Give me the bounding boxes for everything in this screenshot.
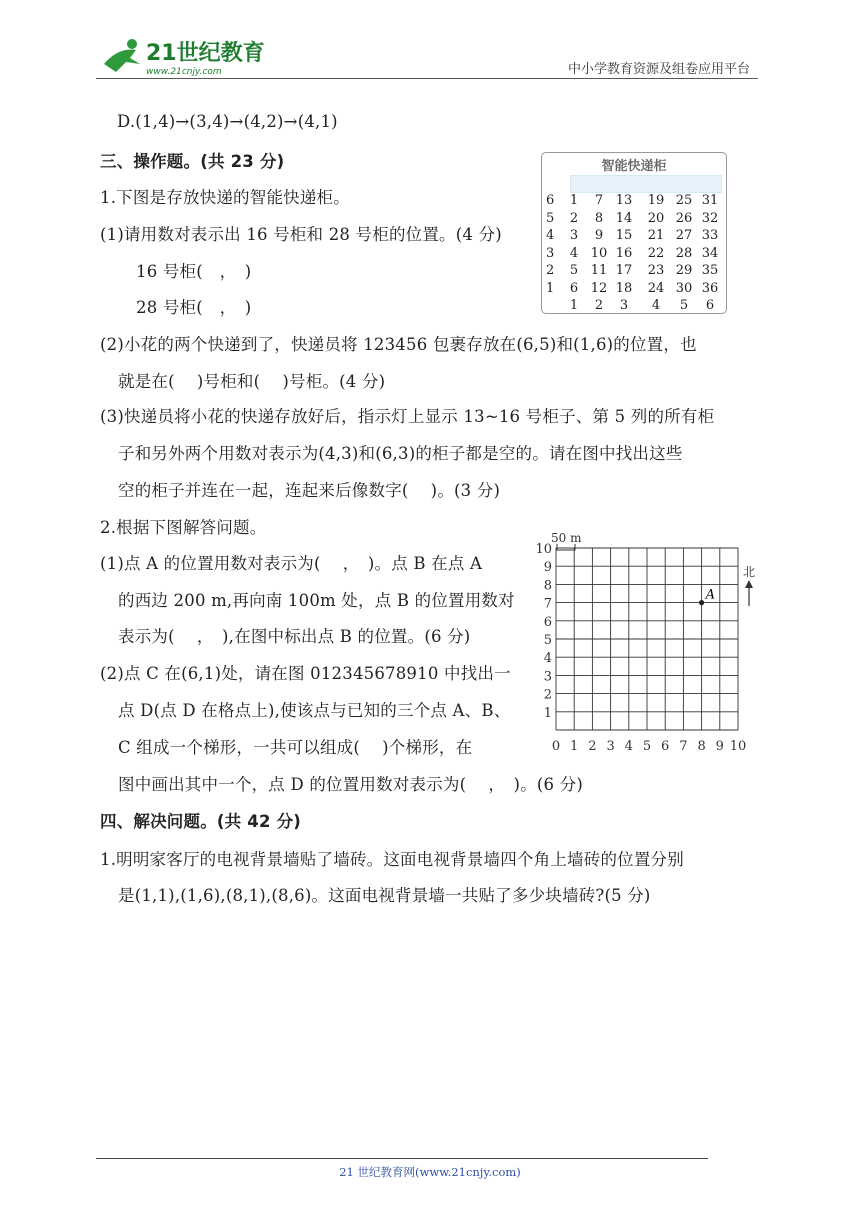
question-1-1-a: 16 号柜( ， ) — [136, 262, 252, 281]
x-tick-label: 9 — [715, 739, 724, 754]
cabinet-cell: 1 — [569, 193, 579, 208]
question-1-1: (1)请用数对表示出 16 号柜和 28 号柜的位置。(4 分) — [100, 225, 502, 244]
cabinet-cell: 24 — [647, 280, 665, 296]
cabinet-cell: 30 — [675, 280, 693, 296]
cabinet-col-label: 1 — [569, 298, 579, 313]
option-d: D.(1,4)→(3,4)→(4,2)→(4,1) — [117, 112, 338, 131]
cabinet-cell: 15 — [615, 228, 633, 243]
cabinet-title: 智能快递柜 — [601, 159, 667, 174]
cabinet-col-label: 5 — [679, 298, 689, 313]
logo-url: www.21cnjy.com — [146, 67, 222, 77]
cabinet-cell: 19 — [647, 193, 665, 208]
question-2-2-b: 点 D(点 D 在格点上),使该点与已知的三个点 A、B、 — [118, 701, 511, 720]
cabinet-cell: 2 — [569, 210, 579, 226]
x-tick-label: 1 — [570, 739, 579, 754]
section-4-title: 四、解决问题。(共 42 分) — [100, 812, 302, 831]
cabinet-cell: 14 — [615, 210, 633, 226]
y-tick-label: 10 — [535, 542, 552, 557]
coordinate-grid — [535, 528, 775, 758]
point-a-dot — [699, 600, 704, 605]
cabinet-cell: 6 — [569, 280, 579, 296]
question-1-1-b: 28 号柜( ， ) — [136, 298, 252, 317]
cabinet-cell: 12 — [590, 280, 608, 296]
y-tick-label: 1 — [543, 705, 552, 721]
cabinet-col-label: 3 — [619, 298, 629, 313]
cabinet-col-label: 2 — [594, 298, 604, 313]
cabinet-cell: 26 — [675, 210, 693, 226]
point-a-label: A — [705, 587, 715, 603]
cabinet-cell: 27 — [675, 228, 693, 243]
question-1-3-b: 子和另外两个用数对表示为(4,3)和(6,3)的柜子都是空的。请在图中找出这些 — [118, 444, 683, 463]
question-1-2-a: (2)小花的两个快递到了，快递员将 123456 包裹存放在(6,5)和(1,6)的位置，也 — [100, 335, 697, 354]
cabinet-cell: 10 — [590, 245, 608, 261]
cabinet-cell: 35 — [701, 263, 719, 278]
cabinet-col-label: 4 — [651, 298, 661, 313]
cabinet-cell: 31 — [701, 193, 719, 208]
x-tick-label: 4 — [624, 739, 633, 754]
y-tick-label: 3 — [543, 669, 552, 685]
y-tick-label: 7 — [543, 596, 552, 612]
x-tick-label: 2 — [588, 739, 597, 754]
north-label: 北 — [743, 565, 756, 579]
cabinet-cell: 18 — [615, 280, 633, 296]
cabinet-cell: 21 — [647, 228, 665, 243]
question-4-1-a: 1.明明家客厅的电视背景墙贴了墙砖。这面电视背景墙四个角上墙砖的位置分别 — [100, 850, 684, 869]
y-tick-label: 5 — [543, 633, 552, 648]
question-1: 1.下图是存放快递的智能快递柜。 — [100, 188, 350, 207]
x-tick-label: 8 — [697, 739, 706, 754]
x-tick-label: 0 — [551, 739, 561, 754]
cabinet-cell: 8 — [594, 210, 604, 226]
cabinet-cell: 13 — [615, 193, 633, 208]
x-tick-label: 10 — [729, 739, 747, 754]
y-tick-label: 2 — [543, 687, 552, 703]
cabinet-cell: 34 — [701, 245, 719, 261]
x-tick-label: 7 — [679, 739, 688, 754]
y-tick-label: 6 — [543, 614, 552, 630]
cabinet-row-label: 5 — [546, 210, 555, 226]
x-tick-label: 6 — [661, 739, 670, 754]
cabinet-cell: 32 — [701, 210, 719, 226]
cabinet-cell: 3 — [569, 228, 579, 243]
cabinet-cell: 25 — [675, 193, 693, 208]
question-2-2-c: C 组成一个梯形，一共可以组成( )个梯形，在 — [118, 738, 473, 757]
site-logo — [96, 34, 266, 80]
question-2: 2.根据下图解答问题。 — [100, 518, 267, 537]
cabinet-row-label: 1 — [546, 280, 555, 296]
logo-text: 21世纪教育 — [146, 41, 265, 66]
cabinet-cell: 17 — [615, 263, 633, 278]
question-2-2-a: (2)点 C 在(6,1)处，请在图 012345678910 中找出一 — [100, 664, 511, 683]
cabinet-row-label: 3 — [546, 245, 555, 261]
question-2-1-c: 表示为( ， ),在图中标出点 B 的位置。(6 分) — [118, 627, 471, 646]
north-arrow-icon — [743, 565, 755, 606]
cabinet-cell: 28 — [675, 245, 693, 261]
question-2-1-a: (1)点 A 的位置用数对表示为( ， )。点 B 在点 A — [100, 554, 483, 573]
section-3-title: 三、操作题。(共 23 分) — [100, 152, 285, 171]
y-tick-label: 8 — [543, 578, 552, 594]
cabinet-display-bar — [570, 175, 722, 193]
cabinet-cell: 11 — [590, 263, 608, 278]
footer-text: 21 世纪教育网(www.21cnjy.com) — [339, 1165, 521, 1179]
question-2-1-b: 的西边 200 m,再向南 100m 处，点 B 的位置用数对 — [118, 591, 515, 610]
question-4-1-b: 是(1,1),(1,6),(8,1),(8,6)。这面电视背景墙一共贴了多少块墙砖?(5 分) — [118, 886, 651, 905]
x-tick-label: 3 — [606, 739, 615, 754]
scale-bar — [551, 531, 582, 550]
cabinet-cell: 22 — [647, 245, 665, 261]
scale-label: 50 m — [551, 531, 582, 545]
cabinet-row-label: 2 — [546, 263, 555, 278]
cabinet-cell: 5 — [569, 263, 579, 278]
footer-rule — [96, 1158, 708, 1159]
cabinet-cell: 9 — [594, 228, 604, 243]
header-platform-text: 中小学教育资源及组卷应用平台 — [568, 62, 751, 77]
x-tick-label: 5 — [642, 739, 652, 754]
cabinet-cell: 16 — [615, 245, 633, 261]
cabinet-row-label: 6 — [546, 193, 555, 208]
cabinet-cell: 7 — [594, 193, 604, 208]
cabinet-cell: 20 — [647, 210, 665, 226]
cabinet-row-label: 4 — [546, 228, 555, 243]
cabinet-col-label: 6 — [705, 298, 715, 313]
cabinet-cell: 36 — [701, 280, 719, 296]
cabinet-cell: 4 — [569, 245, 579, 261]
cabinet-cell: 33 — [701, 228, 719, 243]
question-2-2-d: 图中画出其中一个，点 D 的位置用数对表示为( ， )。(6 分) — [118, 775, 584, 794]
question-1-2-b: 就是在( )号柜和( )号柜。(4 分) — [118, 372, 386, 391]
cabinet-cell: 29 — [675, 263, 693, 278]
question-1-3-a: (3)快递员将小花的快递存放好后，指示灯上显示 13~16 号柜子、第 5 列的所有柜 — [100, 407, 715, 426]
question-1-3-c: 空的柜子并连在一起，连起来后像数字( )。(3 分) — [118, 481, 501, 500]
cabinet-cell: 23 — [647, 263, 665, 278]
y-tick-label: 9 — [543, 560, 552, 576]
cabinet-figure — [541, 152, 727, 314]
header-rule — [96, 78, 758, 79]
runner-icon — [104, 50, 140, 72]
y-tick-label: 4 — [543, 651, 552, 667]
